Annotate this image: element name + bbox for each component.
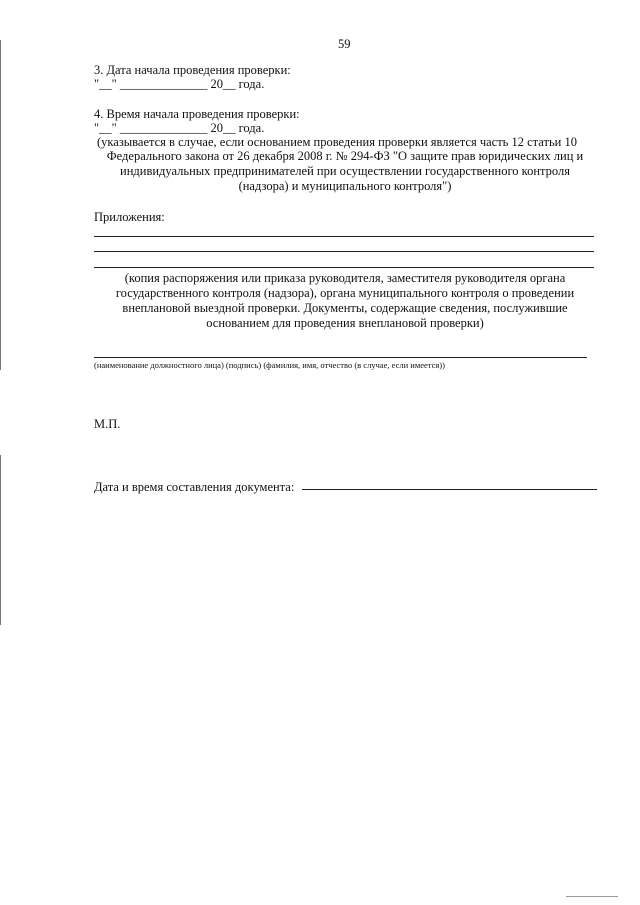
attachments-caption-line: основанием для проведения внеплановой проверки) [206,316,484,330]
section3-date-line: "__" ______________ 20__ года. [94,77,265,91]
signature-caption: (наименование должностного лица) (подпись) (фамилия, имя, отчество (в случае, если имеется)) [94,360,445,370]
section4-title: 4. Время начала проведения проверки: [94,107,300,121]
stamp-placeholder: М.П. [94,417,121,431]
attachments-caption-line: государственного контроля (надзора), органа муниципального контроля о проведении [115,286,575,300]
attachments-blank-line [94,236,594,237]
attachments-blank-line [94,251,594,252]
scan-bottom-mark [566,896,618,897]
signature-line [94,357,587,358]
document-datetime-label: Дата и время составления документа: [94,480,295,494]
section4-note-line: Федерального закона от 26 декабря 2008 г. № 294-ФЗ "О защите прав юридических лиц и [106,149,584,163]
attachments-blank-line [94,267,594,268]
attachments-caption-line: (копия распоряжения или приказа руководителя, заместителя руководителя органа [124,271,566,285]
section4-note-line: (указывается в случае, если основанием проведения проверки является часть 12 статьи 10 [97,135,577,149]
document-datetime-line [302,489,597,490]
attachments-caption-line: внеплановой выездной проверки. Документы, содержащие сведения, послужившие [122,301,568,315]
attachments-label: Приложения: [94,210,165,224]
page-number: 59 [338,37,351,51]
section4-note-line: индивидуальных предпринимателей при осуществлении государственного контроля [120,164,570,178]
scan-edge-mark [0,40,1,370]
section4-note-line: (надзора) и муниципального контроля") [238,179,452,193]
section4-time-line: "__" ______________ 20__ года. [94,121,265,135]
section3-title: 3. Дата начала проведения проверки: [94,63,291,77]
scan-edge-mark [0,455,1,625]
